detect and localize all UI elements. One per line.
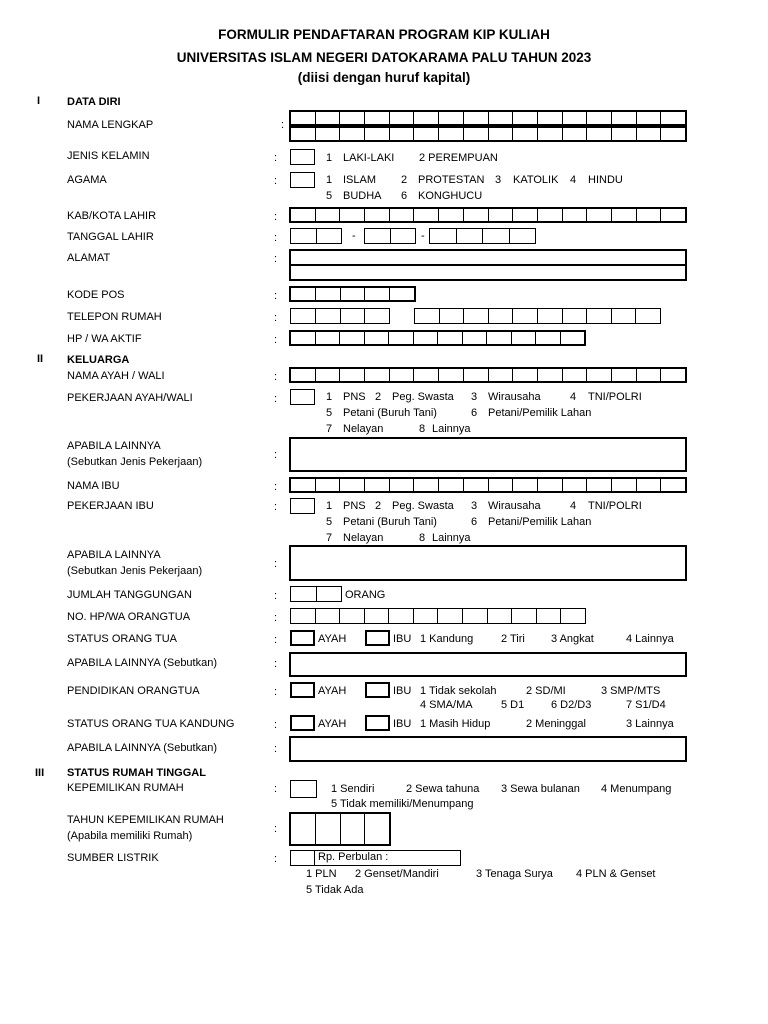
kandung-ibu-checkbox[interactable]: [365, 715, 390, 731]
status-opt-lainnya: 4 Lainnya: [626, 633, 674, 645]
pekerjaan-opt-petani-pemilik: Petani/Pemilik Lahan: [488, 407, 592, 419]
date-separator: -: [421, 230, 425, 242]
agama-opt-num: 6: [401, 190, 408, 202]
status-ibu-checkbox[interactable]: [365, 630, 390, 646]
rp-perbulan-field[interactable]: [314, 850, 461, 866]
pendidikan-opt-s1d4: 7 S1/D4: [626, 699, 666, 711]
label-status-ortu-kandung: STATUS ORANG TUA KANDUNG: [67, 718, 235, 730]
colon: :: [274, 501, 278, 513]
rumah-opt-sewa-tahunan: 2 Sewa tahuna: [406, 783, 480, 795]
pendidikan-ayah-checkbox[interactable]: [290, 682, 315, 698]
label-nama-ibu: NAMA IBU: [67, 480, 120, 492]
kode-pos-boxes[interactable]: [289, 286, 416, 302]
pekerjaan-opt-num: 5: [326, 516, 333, 528]
label-tahun-kepemilikan: TAHUN KEPEMILIKAN RUMAH: [67, 814, 224, 826]
pekerjaan-opt-num: 4: [570, 391, 577, 403]
listrik-opt-tenaga-surya: 3 Tenaga Surya: [476, 868, 553, 880]
form-instruction: (diisi dengan huruf kapital): [297, 70, 471, 85]
label-tanggal-lahir: TANGGAL LAHIR: [67, 231, 154, 243]
tanggal-lahir-day[interactable]: [290, 228, 342, 244]
agama-opt-num: 3: [495, 174, 502, 186]
colon: :: [274, 211, 278, 223]
status-ayah-checkbox[interactable]: [290, 630, 315, 646]
pekerjaan-opt-petani-pemilik: Petani/Pemilik Lahan: [488, 516, 592, 528]
pekerjaan-opt-nelayan: Nelayan: [343, 423, 384, 435]
status-opt-angkat: 3 Angkat: [551, 633, 594, 645]
ayah-label: AYAH: [318, 633, 347, 645]
pekerjaan-ayah-lainnya-field[interactable]: [289, 437, 687, 472]
nama-ibu-boxes[interactable]: [289, 477, 687, 493]
colon: :: [274, 449, 278, 461]
agama-checkbox[interactable]: [290, 172, 315, 188]
gender-option-1-num: 1: [326, 152, 333, 164]
pekerjaan-opt-pns: PNS: [343, 391, 366, 403]
pendidikan-ibu-checkbox[interactable]: [365, 682, 390, 698]
colon: :: [274, 253, 278, 265]
label-sumber-listrik: SUMBER LISTRIK: [67, 852, 159, 864]
label-jumlah-tanggungan: JUMLAH TANGGUNGAN: [67, 589, 192, 601]
agama-opt-islam: ISLAM: [343, 174, 377, 186]
date-separator: -: [352, 230, 356, 242]
agama-opt-protestan: PROTESTAN: [418, 174, 485, 186]
pekerjaan-opt-num: 2: [375, 500, 382, 512]
tanggal-lahir-year[interactable]: [429, 228, 536, 244]
tahun-kepemilikan-boxes[interactable]: [289, 812, 391, 846]
pekerjaan-opt-num: 8: [419, 423, 426, 435]
pekerjaan-opt-num: 4: [570, 500, 577, 512]
colon: :: [274, 612, 278, 624]
telepon-kode-area[interactable]: [290, 308, 390, 324]
pekerjaan-opt-num: 7: [326, 532, 333, 544]
colon: :: [274, 719, 278, 731]
colon: :: [281, 119, 285, 131]
pendidikan-opt-sd: 2 SD/MI: [526, 685, 566, 697]
pekerjaan-opt-wirausaha: Wirausaha: [488, 500, 541, 512]
pendidikan-opt-tidak-sekolah: 1 Tidak sekolah: [420, 685, 497, 697]
nama-lengkap-row2[interactable]: [289, 126, 687, 142]
pekerjaan-opt-num: 8: [419, 532, 426, 544]
label-jenis-kelamin: JENIS KELAMIN: [67, 150, 150, 162]
agama-opt-num: 1: [326, 174, 333, 186]
colon: :: [274, 393, 278, 405]
ibu-label: IBU: [393, 633, 412, 645]
pekerjaan-opt-pns: PNS: [343, 500, 366, 512]
ibu-label: IBU: [393, 718, 412, 730]
kab-kota-lahir-boxes[interactable]: [289, 207, 687, 223]
label-apabila-memiliki: (Apabila memiliki Rumah): [67, 830, 193, 842]
colon: :: [274, 334, 278, 346]
colon: :: [274, 558, 278, 570]
pendidikan-opt-d2d3: 6 D2/D3: [551, 699, 592, 711]
nama-ayah-boxes[interactable]: [289, 367, 687, 383]
agama-opt-budha: BUDHA: [343, 190, 382, 202]
label-apabila-lainnya-status: APABILA LAINNYA (Sebutkan): [67, 657, 218, 669]
colon: :: [274, 312, 278, 324]
hp-wa-aktif-boxes[interactable]: [289, 330, 586, 346]
colon: :: [274, 290, 278, 302]
pekerjaan-opt-num: 6: [471, 407, 478, 419]
listrik-opt-genset: 2 Genset/Mandiri: [355, 868, 439, 880]
agama-opt-konghucu: KONGHUCU: [418, 190, 483, 202]
colon: :: [274, 590, 278, 602]
colon: :: [274, 658, 278, 670]
label-no-hp-orangtua: NO. HP/WA ORANGTUA: [67, 611, 191, 623]
section-number-1: I: [37, 95, 41, 107]
colon: :: [274, 823, 278, 835]
section-title-data-diri: DATA DIRI: [67, 96, 121, 108]
kandung-opt-meninggal: 2 Meninggal: [526, 718, 586, 730]
label-hp-wa-aktif: HP / WA AKTIF: [67, 333, 142, 345]
status-opt-kandung: 1 Kandung: [420, 633, 474, 645]
colon: :: [274, 783, 278, 795]
label-nama-ayah: NAMA AYAH / WALI: [67, 370, 165, 382]
pekerjaan-opt-tni-polri: TNI/POLRI: [588, 500, 642, 512]
kandung-opt-lainnya: 3 Lainnya: [626, 718, 674, 730]
ibu-label: IBU: [393, 685, 412, 697]
pekerjaan-opt-num: 1: [326, 391, 333, 403]
pekerjaan-opt-wirausaha: Wirausaha: [488, 391, 541, 403]
label-apabila-lainnya-ibu: APABILA LAINNYA: [67, 549, 161, 561]
pekerjaan-opt-petani-buruh: Petani (Buruh Tani): [343, 516, 437, 528]
label-apabila-lainnya-kandung: APABILA LAINNYA (Sebutkan): [67, 742, 218, 754]
pendidikan-opt-sma: 4 SMA/MA: [420, 699, 473, 711]
pekerjaan-opt-num: 5: [326, 407, 333, 419]
colon: :: [274, 686, 278, 698]
label-apabila-lainnya-ayah: APABILA LAINNYA: [67, 440, 161, 452]
listrik-opt-pln: 1 PLN: [306, 868, 337, 880]
label-pendidikan-orangtua: PENDIDIKAN ORANGTUA: [67, 685, 200, 697]
label-pekerjaan-ibu: PEKERJAAN IBU: [67, 500, 154, 512]
pekerjaan-opt-nelayan: Nelayan: [343, 532, 384, 544]
agama-opt-num: 2: [401, 174, 408, 186]
label-kab-kota-lahir: KAB/KOTA LAHIR: [67, 210, 157, 222]
telepon-nomor[interactable]: [414, 308, 661, 324]
section-title-keluarga: KELUARGA: [67, 354, 130, 366]
colon: :: [274, 175, 278, 187]
colon: :: [274, 152, 278, 164]
label-telepon-rumah: TELEPON RUMAH: [67, 311, 162, 323]
status-lainnya-field[interactable]: [289, 652, 687, 677]
kandung-lainnya-field[interactable]: [289, 736, 687, 762]
label-nama-lengkap: NAMA LENGKAP: [67, 119, 154, 131]
sumber-listrik-checkbox[interactable]: [290, 850, 315, 866]
colon: :: [274, 371, 278, 383]
colon: :: [274, 481, 278, 493]
section-title-status-rumah: STATUS RUMAH TINGGAL: [67, 767, 206, 779]
label-sebutkan-jenis-ibu: (Sebutkan Jenis Pekerjaan): [67, 565, 203, 577]
kepemilikan-rumah-checkbox[interactable]: [290, 780, 317, 798]
section-number-2: II: [37, 353, 44, 365]
pendidikan-opt-d1: 5 D1: [501, 699, 525, 711]
pekerjaan-ibu-lainnya-field[interactable]: [289, 545, 687, 581]
pekerjaan-ibu-checkbox[interactable]: [290, 498, 315, 514]
label-agama: AGAMA: [67, 174, 107, 186]
ayah-label: AYAH: [318, 718, 347, 730]
pendidikan-opt-smp: 3 SMP/MTS: [601, 685, 661, 697]
pekerjaan-opt-num: 2: [375, 391, 382, 403]
label-sebutkan-jenis-ayah: (Sebutkan Jenis Pekerjaan): [67, 456, 203, 468]
rp-perbulan-label: Rp. Perbulan :: [318, 851, 389, 863]
pekerjaan-opt-peg-swasta: Peg. Swasta: [392, 391, 454, 403]
gender-option-1: LAKI-LAKI: [343, 152, 395, 164]
label-kode-pos: KODE POS: [67, 289, 125, 301]
colon: :: [274, 743, 278, 755]
no-hp-orangtua-boxes[interactable]: [290, 608, 586, 624]
agama-opt-hindu: HINDU: [588, 174, 623, 186]
colon: :: [274, 232, 278, 244]
ayah-label: AYAH: [318, 685, 347, 697]
pekerjaan-opt-petani-buruh: Petani (Buruh Tani): [343, 407, 437, 419]
listrik-opt-pln-genset: 4 PLN & Genset: [576, 868, 656, 880]
colon: :: [274, 853, 278, 865]
nama-lengkap-row1[interactable]: [289, 110, 687, 126]
jumlah-tanggungan-boxes[interactable]: [290, 586, 342, 602]
form-subtitle: UNIVERSITAS ISLAM NEGERI DATOKARAMA PALU TAHUN 2023: [176, 50, 592, 65]
rumah-opt-menumpang: 4 Menumpang: [601, 783, 672, 795]
status-opt-tiri: 2 Tiri: [501, 633, 525, 645]
pekerjaan-opt-num: 1: [326, 500, 333, 512]
pekerjaan-opt-tni-polri: TNI/POLRI: [588, 391, 642, 403]
listrik-opt-tidak-ada: 5 Tidak Ada: [306, 884, 364, 896]
rumah-opt-tidak-memiliki: 5 Tidak memiliki/Menumpang: [331, 798, 474, 810]
colon: :: [274, 634, 278, 646]
pekerjaan-opt-num: 3: [471, 500, 478, 512]
kandung-opt-masih-hidup: 1 Masih Hidup: [420, 718, 491, 730]
alamat-line2[interactable]: [289, 264, 687, 281]
pekerjaan-opt-num: 3: [471, 391, 478, 403]
agama-opt-num: 5: [326, 190, 333, 202]
label-kepemilikan-rumah: KEPEMILIKAN RUMAH: [67, 782, 184, 794]
agama-opt-num: 4: [570, 174, 577, 186]
label-alamat: ALAMAT: [67, 252, 111, 264]
tanggal-lahir-month[interactable]: [364, 228, 416, 244]
label-status-orang-tua: STATUS ORANG TUA: [67, 633, 178, 645]
section-number-3: III: [35, 767, 45, 779]
rumah-opt-sendiri: 1 Sendiri: [331, 783, 375, 795]
pekerjaan-opt-peg-swasta: Peg. Swasta: [392, 500, 454, 512]
form-title: FORMULIR PENDAFTARAN PROGRAM KIP KULIAH: [218, 27, 550, 42]
rumah-opt-sewa-bulanan: 3 Sewa bulanan: [501, 783, 580, 795]
jenis-kelamin-checkbox[interactable]: [290, 149, 315, 165]
gender-option-2: 2 PEREMPUAN: [419, 152, 498, 164]
pekerjaan-opt-num: 6: [471, 516, 478, 528]
pekerjaan-opt-num: 7: [326, 423, 333, 435]
kandung-ayah-checkbox[interactable]: [290, 715, 315, 731]
orang-label: ORANG: [345, 589, 386, 601]
agama-opt-katolik: KATOLIK: [513, 174, 559, 186]
pekerjaan-opt-lainnya: Lainnya: [432, 532, 471, 544]
pekerjaan-ayah-checkbox[interactable]: [290, 389, 315, 405]
label-pekerjaan-ayah: PEKERJAAN AYAH/WALI: [67, 392, 193, 404]
pekerjaan-opt-lainnya: Lainnya: [432, 423, 471, 435]
